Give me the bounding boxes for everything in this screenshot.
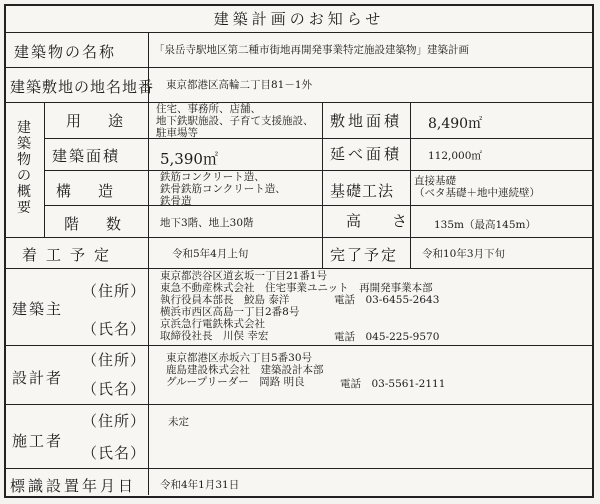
site-address-label: 建築敷地の地名地番 — [10, 78, 155, 96]
site-area-value: 8,490㎡ — [428, 116, 483, 132]
end-label: 完了予定 — [330, 246, 399, 264]
floor-area-label: 延べ面積 — [330, 145, 403, 163]
contractor-address-label: （住所） — [82, 412, 147, 430]
height-label: 高 さ — [346, 212, 416, 230]
foundation-line: （ベタ基礎＋地中連続壁） — [414, 187, 540, 199]
designer-line: 鹿島建設株式会社 建築設計本部 — [166, 364, 324, 376]
building-area-value: 5,390㎡ — [160, 150, 218, 168]
structure-value — [160, 171, 286, 207]
designer-details — [166, 352, 324, 388]
structure-line: 鉄骨鉄筋コンクリート造、 — [160, 183, 286, 195]
owner-line: 東京都渋谷区道玄坂一丁目21番1号 — [160, 270, 328, 282]
owner-name-label: （氏名） — [82, 320, 147, 338]
structure-line: 鉄筋コンクリート造、 — [160, 171, 265, 183]
owner-line: 京浜急行電鉄株式会社 — [160, 318, 265, 330]
owner-line: 横浜市西区高島一丁目2番8号 — [160, 306, 300, 318]
contractor-value: 未定 — [168, 416, 189, 428]
notice-title-row — [6, 8, 592, 29]
site-area-label: 敷地面積 — [330, 112, 403, 130]
designer-label: 設計者 — [12, 369, 64, 387]
end-value: 令和10年3月下旬 — [422, 248, 506, 260]
owner-line: 執行役員本部長 鮫島 泰洋 — [160, 294, 290, 306]
foundation-line: 直接基礎 — [414, 175, 456, 187]
use-line: 住宅、事務所、店舗、 — [156, 103, 261, 115]
overview-group-label — [16, 120, 32, 216]
use-line: 地下鉄駅施設、子育て支援施設、 — [156, 115, 314, 127]
floor-area-value: 112,000㎡ — [428, 150, 482, 162]
owner-line: 取締役社長 川俣 幸宏 — [160, 330, 269, 342]
contractor-name-label: （氏名） — [82, 444, 147, 462]
owner-phone-2: 電話 045-225-9570 — [334, 331, 440, 343]
notice-title: 建築計画のお知らせ — [213, 10, 385, 28]
use-value — [156, 103, 314, 139]
designer-address-label: （住所） — [82, 351, 147, 369]
designer-line: 東京都港区赤坂六丁目5番30号 — [166, 352, 313, 364]
structure-label: 構 造 — [56, 182, 120, 200]
contractor-label: 施工者 — [12, 432, 64, 450]
owner-label: 建築主 — [12, 300, 64, 318]
owner-line: 東急不動産株式会社 住宅事業ユニット 再開発事業本部 — [160, 282, 433, 294]
floors-label: 階 数 — [64, 215, 128, 233]
designer-phone: 電話 03-5561-2111 — [340, 378, 446, 390]
owner-address-label: （住所） — [82, 282, 147, 300]
use-label: 用 途 — [66, 112, 130, 130]
site-address-value: 東京都港区高輪二丁目81－1外 — [166, 79, 313, 91]
building-area-label: 建築面積 — [52, 147, 121, 165]
owner-phone-1: 電話 03-6455-2643 — [334, 294, 440, 306]
designer-line: グループリーダー 岡路 明良 — [166, 376, 305, 388]
foundation-label: 基礎工法 — [330, 182, 395, 200]
start-value: 令和5年4月上旬 — [172, 248, 249, 260]
building-name-label: 建築物の名称 — [14, 43, 117, 61]
building-name-value: 「泉岳寺駅地区第二種市街地再開発事業特定施設建築物」建築計画 — [154, 44, 469, 56]
start-label: 着工予定 — [22, 246, 119, 264]
structure-line: 鉄骨造 — [160, 195, 192, 207]
posting-date-label: 標識設置年月日 — [10, 477, 137, 495]
floors-value: 地下3階、地上30階 — [160, 217, 254, 229]
overview-group-text: 建築物の概要 — [17, 120, 31, 216]
height-value: 135m（最高145m） — [434, 219, 536, 231]
foundation-value — [414, 175, 540, 199]
posting-date-value: 令和4年1月31日 — [160, 479, 240, 491]
designer-name-label: （氏名） — [82, 380, 147, 398]
use-line: 駐車場等 — [156, 127, 198, 139]
